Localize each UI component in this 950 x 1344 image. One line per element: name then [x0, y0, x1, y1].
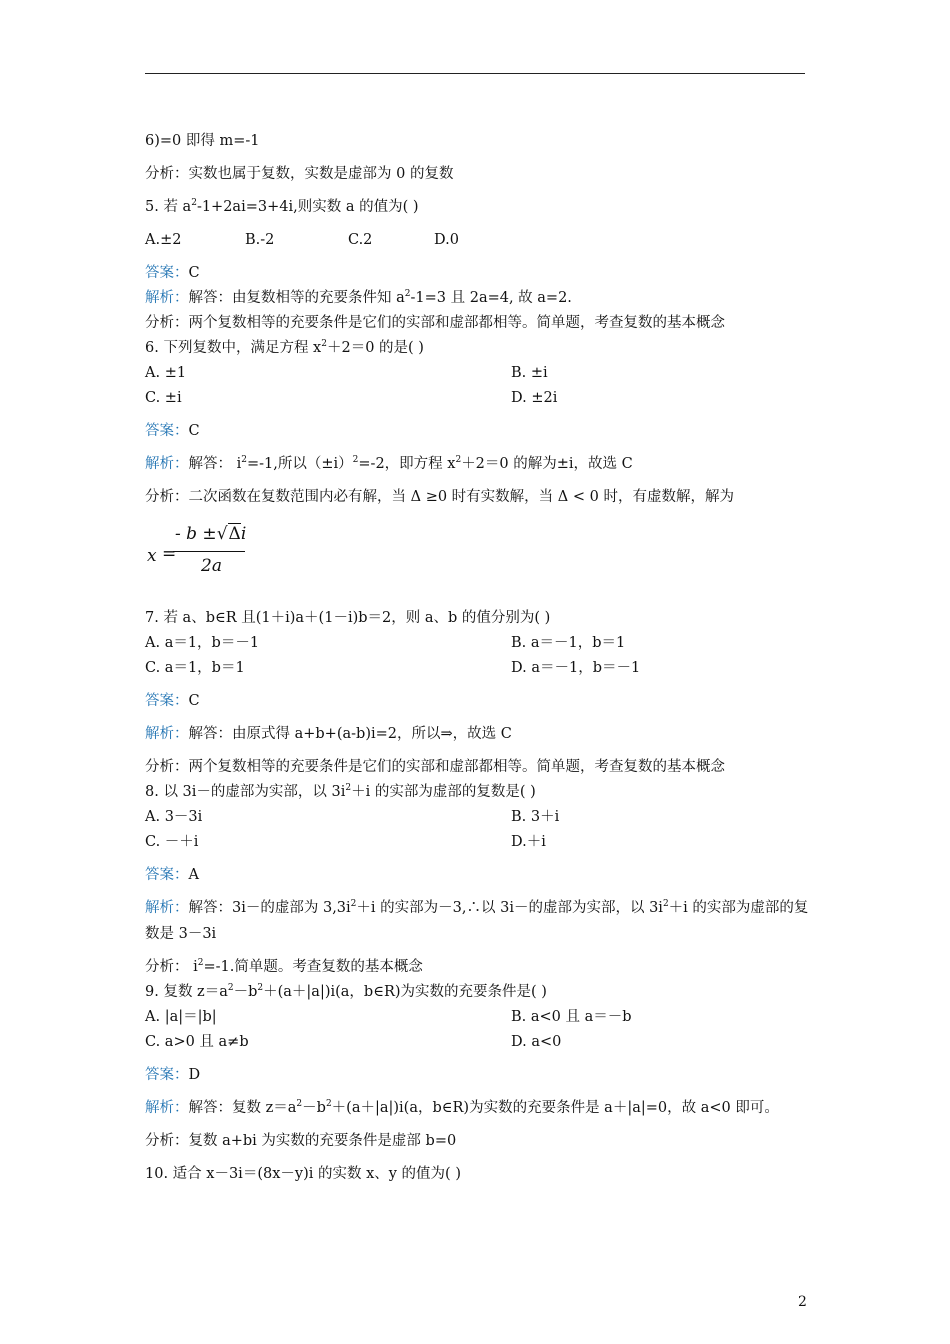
analysis-line: 分析：实数也属于复数，实数是虚部为 0 的复数	[145, 166, 454, 182]
question-8-options-row-1: A. 3－3i B. 3＋i	[145, 809, 560, 825]
answer-9: 答案：D	[145, 1067, 201, 1083]
analysis-9: 分析：复数 a+bi 为实数的充要条件是虚部 b=0	[145, 1133, 457, 1149]
question-8-options-row-2: C. －＋i D.＋i	[145, 834, 546, 850]
analysis-7: 分析：两个复数相等的充要条件是它们的实部和虚部都相等。简单题，考查复数的基本概念	[145, 759, 725, 775]
answer-6: 答案：C	[145, 423, 200, 439]
question-9: 9. 复数 $z=a^2-b^2+(a+|a|)i(a$，b∈R)为实数的充要条件是( )	[145, 983, 547, 1000]
question-7: 7. 若 a、b∈R 且(1＋i)a＋(1－i)b＝2，则 a、b 的值分别为( )	[145, 610, 551, 626]
question-5-options	[145, 227, 809, 253]
analysis-8: 分析： $i^2=-1$.简单题。考查复数的基本概念	[145, 958, 423, 975]
answer-8: 答案：A	[145, 867, 199, 883]
question-6-options-row-1: A. ±1 B. ±i	[145, 365, 548, 381]
analysis-6: 分析：二次函数在复数范围内必有解，当 Δ ≥0 时有实数解，当 Δ < 0 时，有虚数解，解为	[145, 489, 734, 505]
question-6-options-row-2: C. ±i D. ±2i	[145, 390, 558, 406]
question-9-options-row-1: A. |a|＝|b| B. a<0 且 a＝－b	[145, 1009, 632, 1025]
option-b: B.-2	[245, 232, 275, 248]
question-5: 5. 若 $a^2-1+2ai=3+4i$,则实数 a 的值为( )	[145, 198, 419, 215]
answer-label: 答案：	[145, 265, 189, 281]
answer-5: 答案：C	[145, 265, 200, 281]
page-number: 2	[798, 1294, 807, 1310]
question-9-options-row-2: C. a>0 且 a≠b D. a<0	[145, 1034, 562, 1050]
explanation-8: 解析：解答：3i－的虚部为 $3,3i^2+i$ 的实部为－3,∴以 3i－的虚部为实部，以 $3i^2+i$ 的实部为虚部的复数是 3－3i	[145, 899, 809, 942]
analysis-5: 分析：两个复数相等的充要条件是它们的实部和虚部都相等。简单题，考查复数的基本概念	[145, 315, 725, 331]
quadratic-formula: x = - b ±√Δi 2a	[147, 524, 247, 576]
explanation-7: 解析：解答：由原式得 a+b+(a-b)i=2，所以⇒，故选 C	[145, 726, 512, 742]
option-a: A.±2	[145, 232, 182, 248]
question-7-options-row-1: A. a＝1，b＝－1 B. a＝－1，b＝1	[145, 635, 626, 651]
answer-7: 答案：C	[145, 693, 200, 709]
option-c: C.2	[348, 232, 373, 248]
text-line: 6)=0 即得 m=-1	[145, 133, 260, 149]
explanation-6: 解析：解答： $i^2=-1$,所以$(\pm i)^2=-2$，即方程 $x^2+2=0$ 的解为±i，故选 C	[145, 455, 633, 472]
explanation-9: 解析：解答：复数 $z=a^2-b^2+(a+|a|)i(a$，b∈R)为实数的充要条件是 a＋|a|=0，故 a<0 即可。	[145, 1099, 779, 1116]
page-content	[145, 128, 809, 1187]
explanation-5: 解析：解答：由复数相等的充要条件知 $a^2-1=3$ 且 2a=4, 故 a=2.	[145, 289, 572, 306]
option-d: D.0	[434, 232, 459, 248]
question-7-options-row-2: C. a＝1，b＝1 D. a＝－1，b＝－1	[145, 660, 641, 676]
question-6: 6. 下列复数中，满足方程 $x^2+2=0$ 的是( )	[145, 339, 424, 356]
question-8: 8. 以 3i－的虚部为实部，以 $3i^2+i$ 的实部为虚部的复数是( )	[145, 783, 536, 800]
question-10: 10. 适合 x－3i＝(8x－y)i 的实数 x、y 的值为( )	[145, 1166, 461, 1182]
header-rule	[145, 73, 805, 74]
